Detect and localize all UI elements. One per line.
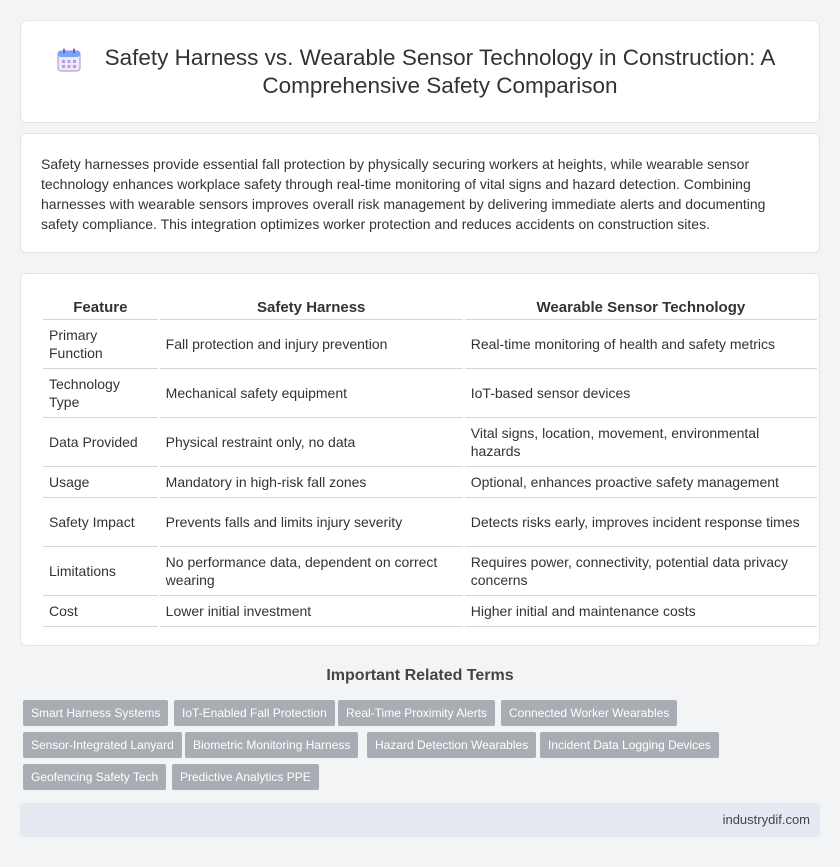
table-cell-sensor: Higher initial and maintenance costs (465, 596, 817, 627)
tag-iot-enabled-fall-protection[interactable]: IoT-Enabled Fall Protection (174, 700, 335, 726)
table-cell-harness: Physical restraint only, no data (160, 418, 463, 467)
table-cell-harness: Lower initial investment (160, 596, 463, 627)
comparison-table (41, 296, 819, 627)
table-cell-feature: Primary Function (43, 320, 158, 369)
table-row (43, 547, 817, 596)
table-row (43, 320, 817, 369)
tag-hazard-detection-wearables[interactable]: Hazard Detection Wearables (367, 732, 536, 758)
table-cell-harness: Fall protection and injury prevention (160, 320, 463, 369)
table-cell-harness: Mechanical safety equipment (160, 369, 463, 418)
table-cell-harness: No performance data, dependent on correct wearing (160, 547, 463, 596)
header-wearable-sensor: Wearable Sensor Technology (465, 296, 817, 320)
tag-incident-data-logging-devices[interactable]: Incident Data Logging Devices (540, 732, 719, 758)
comparison-table-card (20, 273, 820, 646)
table-cell-feature: Technology Type (43, 369, 158, 418)
table-header-row (43, 296, 817, 320)
table-row (43, 498, 817, 547)
footer (20, 803, 820, 837)
table-cell-feature: Usage (43, 467, 158, 498)
table-row (43, 369, 817, 418)
title-card (20, 20, 820, 123)
tag-sensor-integrated-lanyard[interactable]: Sensor-Integrated Lanyard (23, 732, 182, 758)
table-cell-harness: Prevents falls and limits injury severity (160, 498, 463, 547)
tag-real-time-proximity-alerts[interactable]: Real-Time Proximity Alerts (338, 700, 495, 726)
table-cell-sensor: Requires power, connectivity, potential data privacy concerns (465, 547, 817, 596)
intro-paragraph: Safety harnesses provide essential fall protection by physically securing workers at heights, while wearable sensor technology enhances workplace safety through real-time monitoring of vital signs and hazard detection. Combining harnesses with wearable sensors improves overall risk management by delivering immediate alerts and documenting safety compliance. This integration optimizes worker protection and reduces accidents on construction sites. (41, 156, 766, 232)
table-row (43, 467, 817, 498)
table-cell-sensor: Optional, enhances proactive safety management (465, 467, 817, 498)
table-cell-feature: Cost (43, 596, 158, 627)
tag-predictive-analytics-ppe[interactable]: Predictive Analytics PPE (172, 764, 319, 790)
tag-geofencing-safety-tech[interactable]: Geofencing Safety Tech (23, 764, 166, 790)
table-cell-sensor: IoT-based sensor devices (465, 369, 817, 418)
header-feature: Feature (43, 296, 158, 320)
table-cell-sensor: Vital signs, location, movement, environmental hazards (465, 418, 817, 467)
table-cell-harness: Mandatory in high-risk fall zones (160, 467, 463, 498)
tag-biometric-monitoring-harness[interactable]: Biometric Monitoring Harness (185, 732, 358, 758)
tag-smart-harness-systems[interactable]: Smart Harness Systems (23, 700, 168, 726)
table-row (43, 418, 817, 467)
table-row (43, 596, 817, 627)
footer-site-link[interactable]: industrydif.com (722, 812, 810, 827)
header-safety-harness: Safety Harness (160, 296, 463, 320)
table-cell-sensor: Detects risks early, improves incident response times (465, 498, 817, 547)
table-cell-feature: Limitations (43, 547, 158, 596)
table-cell-sensor: Real-time monitoring of health and safety metrics (465, 320, 817, 369)
related-terms-heading: Important Related Terms (326, 667, 514, 684)
tag-connected-worker-wearables[interactable]: Connected Worker Wearables (501, 700, 677, 726)
page-title: Safety Harness vs. Wearable Sensor Technology in Construction: A Comprehensive Safety Comparison (104, 44, 776, 98)
table-cell-feature: Data Provided (43, 418, 158, 467)
intro-card (20, 133, 820, 253)
table-cell-feature: Safety Impact (43, 498, 158, 547)
